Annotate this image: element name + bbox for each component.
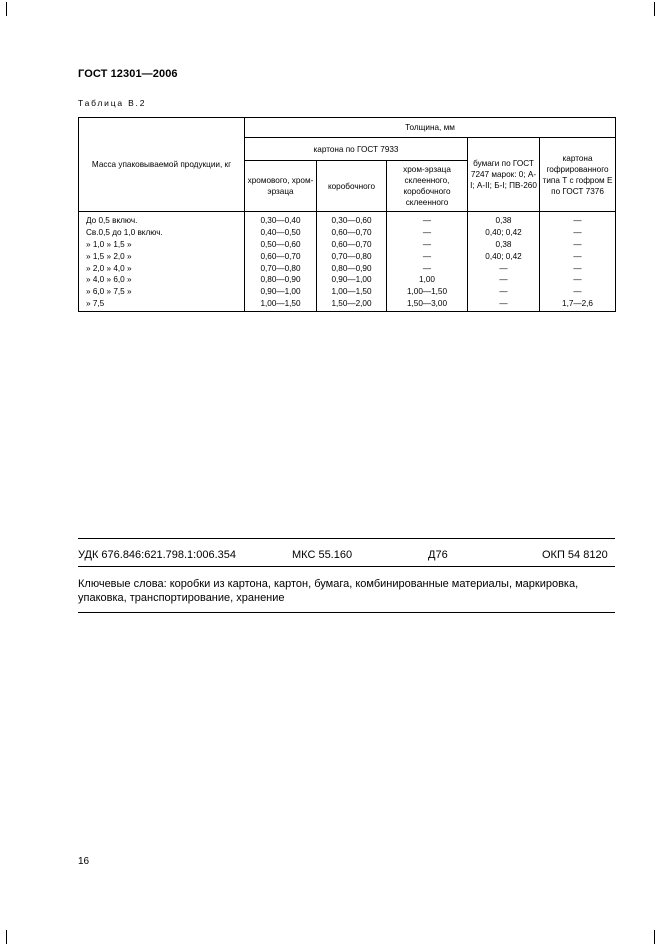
cell-paper: — — [468, 298, 540, 312]
cell-box: 0,60—0,70 — [317, 227, 387, 239]
table-row — [79, 274, 616, 286]
header-corrugated: картона гофрированного типа Т с гофром Е по ГОСТ 7376 — [540, 138, 616, 212]
cell-corrugated: — — [540, 250, 616, 262]
cell-chrome-glued: — — [387, 250, 468, 262]
cell-mass: » 7,5 — [79, 298, 245, 312]
cell-chrome-glued: — — [387, 212, 468, 227]
cell-box: 0,70—0,80 — [317, 250, 387, 262]
cell-corrugated: 1,7—2,6 — [540, 298, 616, 312]
cell-box: 0,90—1,00 — [317, 274, 387, 286]
header-paper: бумаги по ГОСТ 7247 марок: 0; А-I; А-II; Б-I; ПВ-260 — [468, 138, 540, 212]
keywords: Ключевые слова: коробки из картона, картон, бумага, комбинированные материалы, маркировка, упаковка, транспортирование, хранение — [78, 578, 579, 604]
cell-chrome: 0,40—0,50 — [245, 227, 317, 239]
cell-chrome: 0,30—0,40 — [245, 212, 317, 227]
header-chrome: хромового, хром-эрзаца — [245, 161, 317, 212]
cell-mass: Св.0,5 до 1,0 включ. — [79, 227, 245, 239]
crop-mark-bottom-left — [6, 930, 7, 944]
header-thickness: Толщина, мм — [245, 118, 616, 138]
mks-code: МКС 55.160 — [292, 549, 353, 561]
table-row — [79, 262, 616, 274]
specification-table — [78, 117, 616, 312]
cell-box: 1,00—1,50 — [317, 286, 387, 298]
cell-chrome-glued: 1,00—1,50 — [387, 286, 468, 298]
cell-corrugated: — — [540, 227, 616, 239]
cell-paper: 0,38 — [468, 212, 540, 227]
footer-rule-top — [78, 538, 615, 539]
table-row — [79, 298, 616, 312]
table-row — [79, 250, 616, 262]
footer-rule-middle — [78, 566, 615, 567]
header-cardboard-group: картона по ГОСТ 7933 — [245, 138, 468, 161]
cell-chrome: 0,50—0,60 — [245, 239, 317, 251]
cell-mass: » 1,5 » 2,0 » — [79, 250, 245, 262]
udk-code: УДК 676.846:621.798.1:006.354 — [78, 549, 236, 561]
cell-mass: До 0,5 включ. — [79, 212, 245, 227]
cell-chrome: 0,70—0,80 — [245, 262, 317, 274]
header-chrome-glued: хром-эрзаца склеенного, коробочного склеенного — [387, 161, 468, 212]
cell-chrome: 0,80—0,90 — [245, 274, 317, 286]
cell-box: 1,50—2,00 — [317, 298, 387, 312]
footer-rule-bottom — [78, 612, 615, 613]
cell-paper: 0,40; 0,42 — [468, 227, 540, 239]
cell-mass: » 1,0 » 1,5 » — [79, 239, 245, 251]
crop-mark-top-right — [654, 2, 655, 16]
cell-paper: — — [468, 274, 540, 286]
cell-corrugated: — — [540, 274, 616, 286]
cell-chrome-glued: — — [387, 227, 468, 239]
okp-code: ОКП 54 8120 — [542, 549, 608, 561]
cell-chrome-glued: 1,50—3,00 — [387, 298, 468, 312]
d-code: Д76 — [428, 549, 448, 561]
cell-box: 0,30—0,60 — [317, 212, 387, 227]
cell-paper: — — [468, 286, 540, 298]
header-box: коробочного — [317, 161, 387, 212]
cell-box: 0,60—0,70 — [317, 239, 387, 251]
table-row — [79, 212, 616, 227]
cell-paper: — — [468, 262, 540, 274]
page-number: 16 — [78, 856, 90, 867]
cell-chrome: 0,60—0,70 — [245, 250, 317, 262]
cell-corrugated: — — [540, 212, 616, 227]
cell-paper: 0,38 — [468, 239, 540, 251]
cell-chrome: 1,00—1,50 — [245, 298, 317, 312]
cell-mass: » 4,0 » 6,0 » — [79, 274, 245, 286]
table-row — [79, 227, 616, 239]
header-mass: Масса упаковываемой продукции, кг — [79, 118, 245, 212]
cell-paper: 0,40; 0,42 — [468, 250, 540, 262]
document-title: ГОСТ 12301—2006 — [78, 68, 178, 80]
table-caption: Таблица В.2 — [78, 98, 147, 108]
table-row — [79, 239, 616, 251]
crop-mark-bottom-right — [654, 930, 655, 944]
crop-mark-top-left — [6, 2, 7, 16]
cell-box: 0,80—0,90 — [317, 262, 387, 274]
cell-corrugated: — — [540, 286, 616, 298]
table-row — [79, 286, 616, 298]
cell-chrome-glued: — — [387, 262, 468, 274]
cell-chrome: 0,90—1,00 — [245, 286, 317, 298]
cell-mass: » 6,0 » 7,5 » — [79, 286, 245, 298]
cell-corrugated: — — [540, 262, 616, 274]
cell-corrugated: — — [540, 239, 616, 251]
cell-chrome-glued: 1,00 — [387, 274, 468, 286]
cell-chrome-glued: — — [387, 239, 468, 251]
cell-mass: » 2,0 » 4,0 » — [79, 262, 245, 274]
